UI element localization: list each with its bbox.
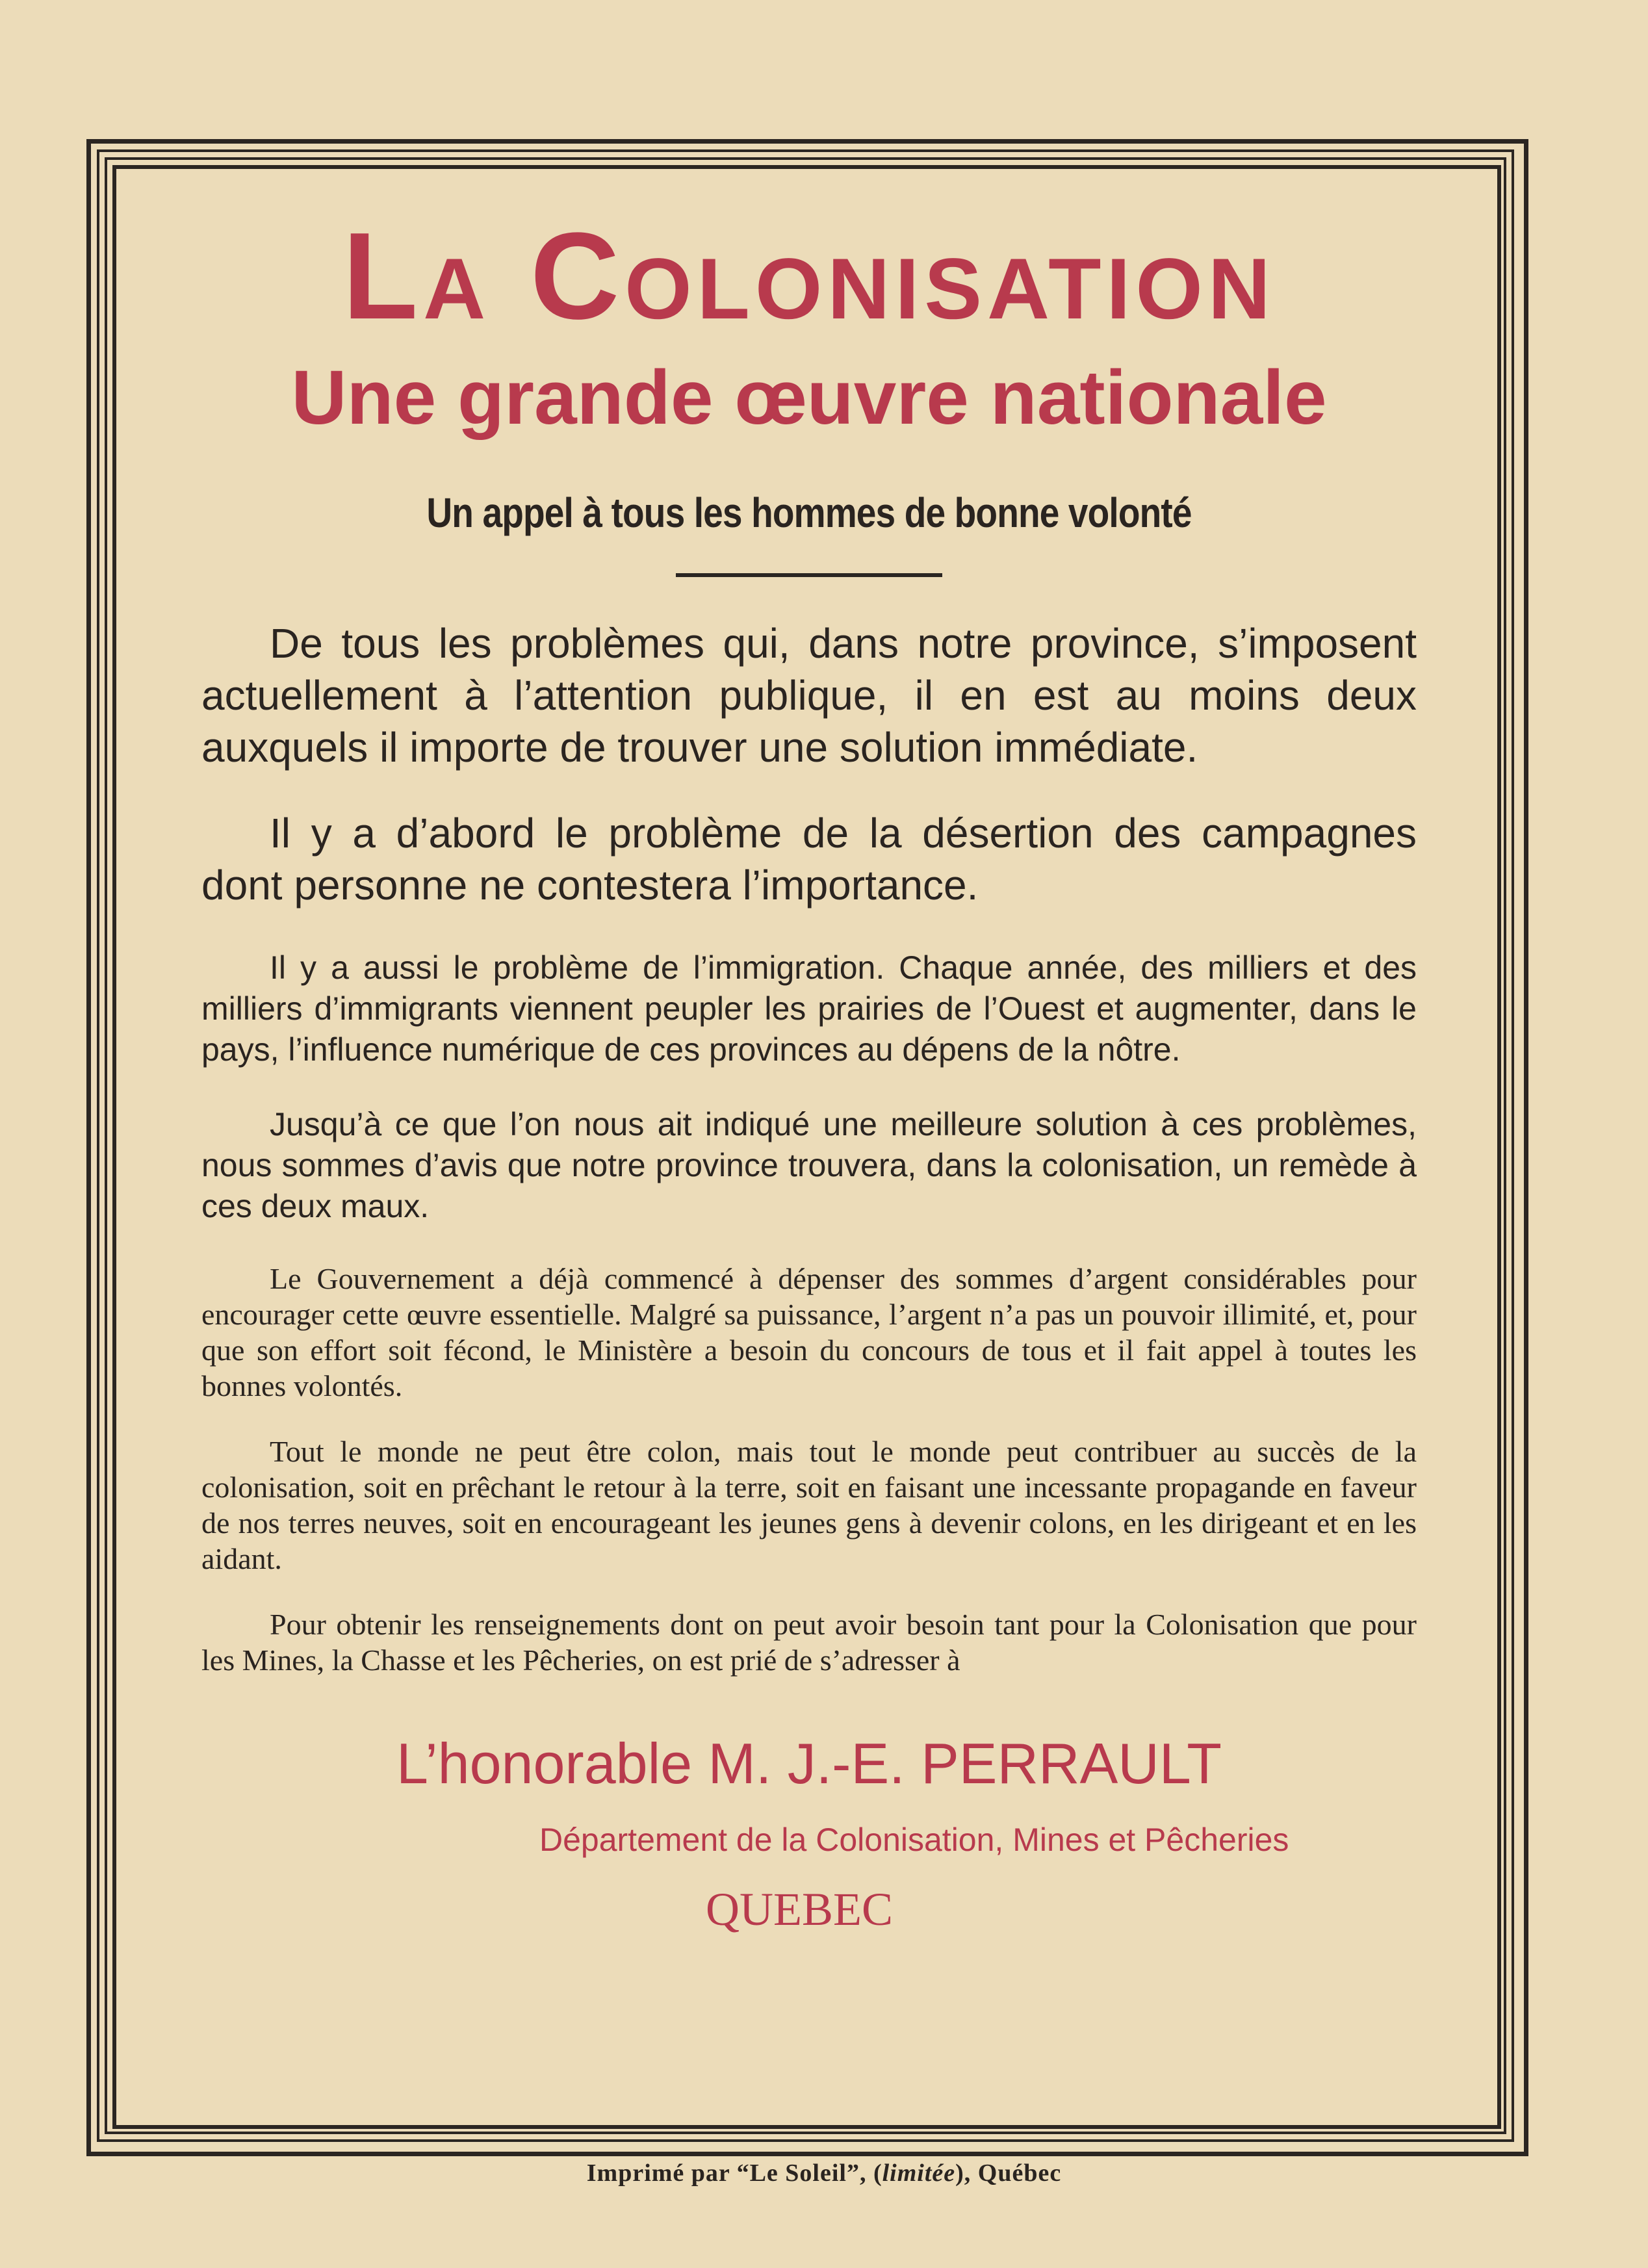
paragraph-immigration: Il y a aussi le problème de l’immigration. Chaque année, des milliers et des milliers d’immigrants viennent peupler les prairies de l’Ouest et augmenter, dans le pays, l’influence numérique de ces provinces au dépens de la nôtre.	[201, 949, 1417, 1068]
city-name: QUEBEC	[706, 1883, 893, 1935]
printer-prefix: Imprimé par “Le Soleil”, (	[586, 2159, 882, 2187]
appeal-heading: Un appel à tous les hommes de bonne volonté	[426, 489, 1192, 536]
paragraph-solution: Jusqu’à ce que l’on nous ait indiqué une meilleure solution à ces problèmes, nous sommes d’avis que notre province trouvera, dans la colonisation, un remède à ces deux maux.	[201, 1105, 1417, 1224]
paragraph-desertion: Il y a d’abord le problème de la désertion des campagnes dont personne ne contestera l’importance.	[201, 809, 1417, 908]
paragraph-contribution: Tout le monde ne peut être colon, mais tout le monde peut contribuer au succès de la colonisation, soit en prêchant le retour à la terre, soit en faisant une incessante propagande en faveur de nos terres neuves, soit en encourageant les jeunes gens à devenir colons, en les dirigeant et en les aidant.	[201, 1434, 1417, 1575]
paragraph-government: Le Gouvernement a déjà commencé à dépenser des sommes d’argent considérables pour encourager cette œuvre essentielle. Malgré sa puissance, l’argent n’a pas un pouvoir illimité, et, pour que son effort soit fécond, le Ministère a besoin du concours de tous et il fait appel à toutes les bonnes volontés.	[201, 1261, 1417, 1402]
printer-suffix: ), Québec	[955, 2159, 1062, 2187]
printer-credit	[0, 2159, 1648, 2187]
paragraph-problems: De tous les problèmes qui, dans notre province, s’imposent actuellement à l’attention publique, il en est au moins deux auxquels il importe de trouver une solution immédiate.	[201, 619, 1417, 771]
poster-title: La Colonisation	[342, 207, 1276, 345]
department-name: Département de la Colonisation, Mines et Pêcheries	[539, 1821, 1289, 1858]
poster-subtitle: Une grande œuvre nationale	[291, 355, 1327, 441]
paragraph-information: Pour obtenir les renseignements dont on peut avoir besoin tant pour la Colonisation que pour les Mines, la Chasse et les Pêcheries, on est prié de s’adresser à	[201, 1607, 1417, 1677]
signatory-name: L’honorable M. J.-E. PERRAULT	[396, 1731, 1222, 1796]
divider-rule	[676, 573, 942, 577]
poster-content	[201, 207, 1417, 1935]
printer-italic: limitée	[882, 2159, 956, 2187]
